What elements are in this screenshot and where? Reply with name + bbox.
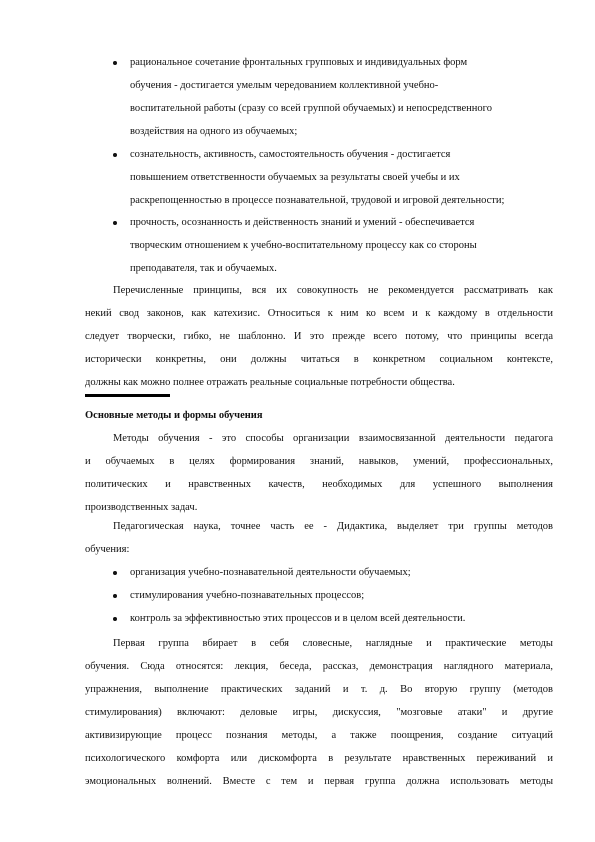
- section-divider: [85, 394, 170, 397]
- text-line: следует творчески, гибко, не шаблонно. И это прежде всего потому, что принципы всегда: [85, 331, 553, 342]
- text-line: упражнения, выполнение практических заданий и т. д. Во вторую группу (методов: [85, 684, 553, 695]
- text-line: должны как можно полнее отражать реальные социальные потребности общества.: [85, 377, 455, 388]
- text-line: активизирующие процесс познания методы, а также поощрения, создание ситуаций: [85, 730, 553, 741]
- text-line: сознательность, активность, самостоятельность обучения - достигается: [130, 149, 451, 160]
- text-line: организация учебно-познавательной деятельности обучаемых;: [130, 567, 411, 578]
- text-line: воздействия на одного из обучаемых;: [130, 126, 298, 137]
- bullet-icon: [113, 594, 117, 598]
- bullet-icon: [113, 617, 117, 621]
- bullet-icon: [113, 571, 117, 575]
- text-line: политических и нравственных качеств, необходимых для успешного выполнения: [85, 479, 553, 490]
- text-line: и обучаемых в целях формирования знаний, навыков, умений, профессиональных,: [85, 456, 553, 467]
- text-line: повышением ответственности обучаемых за результаты своей учебы и их: [130, 172, 460, 183]
- text-line: обучения. Сюда относятся: лекция, беседа, рассказ, демонстрация наглядного материала,: [85, 661, 553, 672]
- text-line: исторически конкретны, они должны читаться в конкретном социальном контексте,: [85, 354, 553, 365]
- text-line: Методы обучения - это способы организации взаимосвязанной деятельности педагога: [113, 433, 553, 444]
- text-line: обучения:: [85, 544, 130, 555]
- text-line: стимулирования учебно-познавательных процессов;: [130, 590, 365, 601]
- text-line: раскрепощенностью в процессе познавательной, трудовой и игровой деятельности;: [130, 195, 505, 206]
- bullet-icon: [113, 61, 117, 65]
- text-line: Первая группа вбирает в себя словесные, наглядные и практические методы: [113, 638, 553, 649]
- text-line: некий свод законов, как катехизис. Относиться к ним ко всем и к каждому в отдельности: [85, 308, 553, 319]
- text-line: стимулирования) включают: деловые игры, дискуссия, "мозговые атаки" и другие: [85, 707, 553, 718]
- text-line: Педагогическая наука, точнее часть ее - Дидактика, выделяет три группы методов: [113, 521, 553, 532]
- text-line: обучения - достигается умелым чередованием коллективной учебно-: [130, 80, 439, 91]
- section-heading: Основные методы и формы обучения: [85, 410, 263, 421]
- text-line: эмоциональных волнений. Вместе с тем и первая группа должна использовать методы: [85, 776, 553, 787]
- text-line: воспитательной работы (сразу со всей группой обучаемых) и непосредственного: [130, 103, 492, 114]
- bullet-icon: [113, 221, 117, 225]
- text-line: Перечисленные принципы, вся их совокупность не рекомендуется рассматривать как: [113, 285, 553, 296]
- text-line: прочность, осознанность и действенность знаний и умений - обеспечивается: [130, 217, 475, 228]
- text-line: контроль за эффективностью этих процессов и в целом всей деятельности.: [130, 613, 466, 624]
- text-line: производственных задач.: [85, 502, 198, 513]
- text-line: психологического комфорта или дискомфорта в результате нравственных переживаний и: [85, 753, 553, 764]
- text-line: творческим отношением к учебно-воспитательному процессу как со стороны: [130, 240, 477, 251]
- text-line: рациональное сочетание фронтальных групповых и индивидуальных форм: [130, 57, 468, 68]
- text-line: преподавателя, так и обучаемых.: [130, 263, 277, 274]
- bullet-icon: [113, 153, 117, 157]
